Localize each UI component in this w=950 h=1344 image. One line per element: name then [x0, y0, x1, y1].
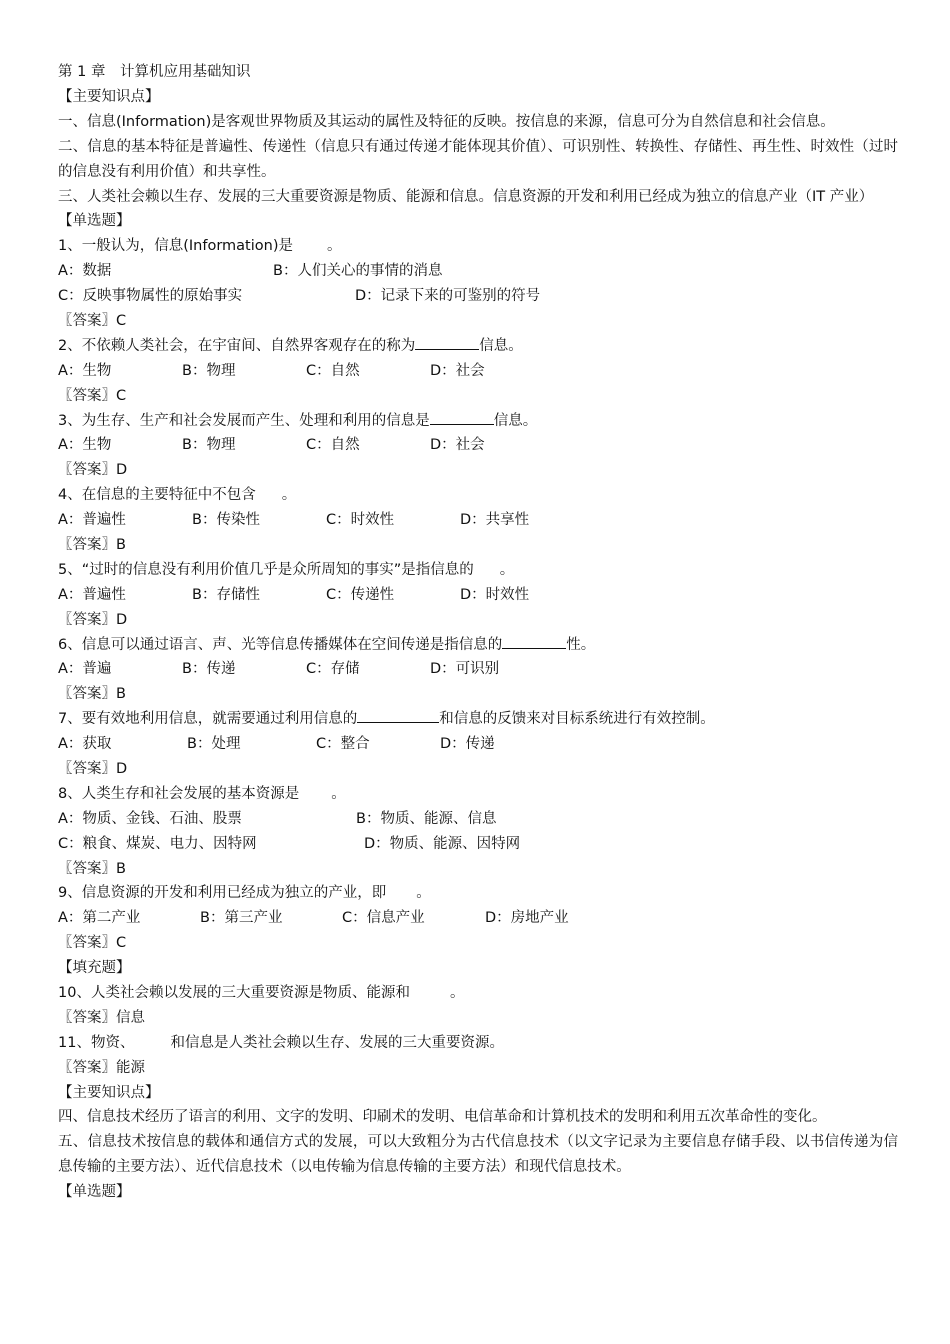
answer-line: 〖答案〗B [58, 860, 126, 877]
section-heading-fill-blank: 【填充题】 [58, 960, 131, 977]
question-text-end: 信息。 [479, 337, 523, 354]
question-text: 11、物资、 [58, 1034, 135, 1051]
question-options [58, 508, 898, 533]
question-stem [58, 334, 898, 359]
question-stem [58, 483, 898, 508]
option-c: C：自然 [306, 362, 360, 379]
answer-line: 〖答案〗B [58, 536, 126, 553]
section-heading-key-points: 【主要知识点】 [58, 88, 160, 105]
question-text-end: 。 [326, 238, 342, 255]
option-b: B：传染性 [192, 512, 260, 529]
question-stem [58, 782, 898, 807]
answer-blank [430, 410, 494, 425]
question-options [58, 732, 898, 757]
answer-line: 〖答案〗D [58, 462, 128, 479]
option-b: B：物理 [182, 437, 236, 454]
question-text-end: 。 [331, 785, 346, 802]
key-point-paragraph: 四、信息技术经历了语言的利用、文字的发明、印刷术的发明、电信革命和计算机技术的发明和利用五次革命性的变化。 [58, 1109, 827, 1126]
question-text: 3、为生存、生产和社会发展而产生、处理和利用的信息是 [58, 412, 430, 429]
question-text-end: 。 [449, 985, 465, 1002]
question-text: 4、在信息的主要特征中不包含 [58, 487, 256, 504]
question-stem [58, 234, 898, 259]
option-a: A：普遍性 [58, 512, 126, 529]
question-options [58, 906, 898, 931]
question-stem [58, 981, 898, 1006]
question-text-end: 。 [499, 561, 515, 578]
option-c: C：自然 [306, 437, 360, 454]
question-stem [58, 409, 898, 434]
option-d: D：社会 [430, 437, 485, 454]
answer-line: 〖答案〗C [58, 312, 127, 329]
key-point-paragraph: 二、信息的基本特征是普遍性、传递性（信息只有通过传递才能体现其价值）、可识别性、转换性、存储性、再生性、时效性（过时的信息没有利用价值）和共享性。 [58, 138, 898, 180]
answer-blank [502, 634, 566, 649]
answer-line: 〖答案〗能源 [58, 1059, 145, 1076]
question-text: 9、信息资源的开发和利用已经成为独立的产业，即 [58, 885, 387, 902]
option-d: D：记录下来的可鉴别的符号 [355, 288, 541, 305]
option-d: D：时效性 [460, 586, 530, 603]
question-text-end: 。 [281, 487, 297, 504]
chapter-title: 第 1 章 计算机应用基础知识 [58, 64, 251, 80]
key-point-paragraph: 五、信息技术按信息的载体和通信方式的发展，可以大致粗分为古代信息技术（以文字记录为主要信息存储手段、以书信传递为信息传输的主要方法）、近代信息技术（以电传输为信息传输的主要方法）和现代信息技术。 [58, 1134, 898, 1176]
option-c: C：时效性 [326, 512, 395, 529]
option-b: B：存储性 [192, 586, 260, 603]
option-a: A：生物 [58, 362, 112, 379]
question-text: 6、信息可以通过语言、声、光等信息传播媒体在空间传递是指信息的 [58, 636, 503, 653]
section-heading-single-choice: 【单选题】 [58, 1184, 131, 1201]
answer-line: 〖答案〗C [58, 935, 127, 952]
question-options [58, 657, 898, 682]
answer-line: 〖答案〗C [58, 387, 127, 404]
question-options [58, 832, 898, 857]
question-options [58, 433, 898, 458]
option-d: D：社会 [430, 362, 485, 379]
question-text: 5、“过时的信息没有利用价值几乎是众所周知的事实”是指信息的 [58, 561, 474, 578]
question-options [58, 583, 898, 608]
section-heading-key-points: 【主要知识点】 [58, 1084, 160, 1101]
option-c: C：粮食、煤炭、电力、因特网 [58, 835, 257, 852]
option-d: D：可识别 [430, 661, 500, 678]
question-text-end: 和信息是人类社会赖以生存、发展的三大重要资源。 [170, 1034, 504, 1051]
option-d: D：传递 [440, 736, 495, 753]
question-options [58, 284, 898, 309]
option-c: C：整合 [316, 736, 370, 753]
option-d: D：物质、能源、因特网 [364, 835, 521, 852]
question-text-end: 信息。 [493, 412, 538, 429]
section-heading-single-choice: 【单选题】 [58, 213, 131, 230]
option-c: C：存储 [306, 661, 360, 678]
option-c: C：传递性 [326, 586, 395, 603]
question-stem [58, 1031, 898, 1056]
question-text: 10、人类社会赖以发展的三大重要资源是物质、能源和 [58, 985, 410, 1002]
question-options [58, 259, 898, 284]
option-a: A：普遍 [58, 661, 112, 678]
option-a: A：第二产业 [58, 910, 141, 927]
option-b: B：物质、能源、信息 [356, 810, 497, 827]
question-options [58, 359, 898, 384]
option-c: C：信息产业 [342, 910, 425, 927]
question-text-end: 和信息的反馈来对目标系统进行有效控制。 [439, 711, 715, 728]
question-text-end: 。 [416, 885, 431, 902]
answer-line: 〖答案〗D [58, 611, 128, 628]
document-page [58, 60, 898, 1205]
option-a: A：普遍性 [58, 586, 126, 603]
question-stem [58, 558, 898, 583]
question-stem [58, 707, 898, 732]
answer-line: 〖答案〗信息 [58, 1009, 145, 1026]
question-text-end: 性。 [566, 636, 596, 653]
option-b: B：处理 [187, 736, 241, 753]
option-b: B：第三产业 [200, 910, 283, 927]
answer-blank [415, 335, 479, 350]
option-a: A：获取 [58, 736, 112, 753]
option-b: B：物理 [182, 362, 236, 379]
question-options [58, 807, 898, 832]
question-text: 7、要有效地利用信息，就需要通过利用信息的 [58, 711, 358, 728]
key-point-paragraph: 三、人类社会赖以生存、发展的三大重要资源是物质、能源和信息。信息资源的开发和利用已经成为独立的信息产业（IT 产业） [58, 188, 874, 205]
option-b: B：人们关心的事情的消息 [273, 263, 443, 280]
question-stem [58, 633, 898, 658]
question-text: 2、不依赖人类社会，在宇宙间、自然界客观存在的称为 [58, 337, 416, 354]
answer-line: 〖答案〗D [58, 761, 128, 777]
option-a: A：生物 [58, 437, 112, 454]
option-c: C：反映事物属性的原始事实 [58, 288, 243, 305]
question-text: 1、一般认为，信息(Information)是 [58, 238, 293, 255]
option-a: A：数据 [58, 263, 112, 280]
option-a: A：物质、金钱、石油、股票 [58, 810, 242, 827]
question-stem [58, 881, 898, 906]
key-point-paragraph: 一、信息(Information)是客观世界物质及其运动的属性及特征的反映。按信息的来源，信息可分为自然信息和社会信息。 [58, 113, 835, 130]
question-text: 8、人类生存和社会发展的基本资源是 [58, 785, 300, 802]
answer-line: 〖答案〗B [58, 686, 126, 703]
option-d: D：共享性 [460, 512, 530, 529]
option-d: D：房地产业 [485, 910, 569, 927]
option-b: B：传递 [182, 661, 236, 678]
answer-blank [357, 708, 439, 723]
